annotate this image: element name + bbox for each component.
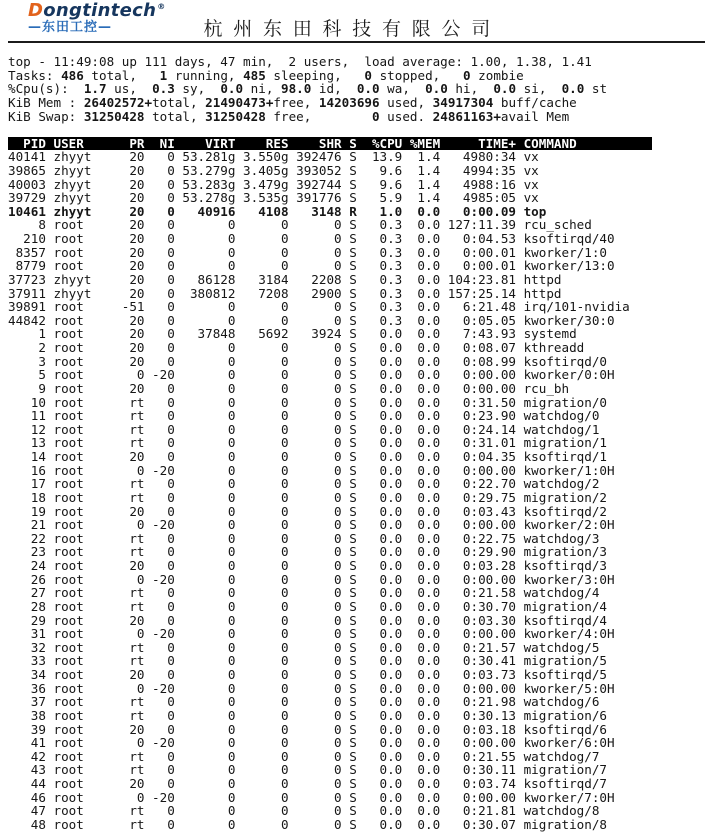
process-row-210: 210 root 20 0 0 0 0 S 0.3 0.0 0:04.53 ksoftirqd/40 — [8, 231, 615, 247]
process-row-12: 12 root rt 0 0 0 0 S 0.0 0.0 0:24.14 watchdog/1 — [8, 421, 600, 437]
process-row-41: 41 root 0 -20 0 0 0 S 0.0 0.0 0:00.00 kworker/6:0H — [8, 735, 615, 751]
process-row-42: 42 root rt 0 0 0 0 S 0.0 0.0 0:21.55 watchdog/7 — [8, 748, 600, 764]
process-row-2: 2 root 20 0 0 0 0 S 0.0 0.0 0:08.07 kthreadd — [8, 340, 585, 356]
process-row-47: 47 root rt 0 0 0 0 S 0.0 0.0 0:21.81 watchdog/8 — [8, 803, 600, 819]
process-row-39865: 39865 zhyyt 20 0 53.279g 3.405g 393052 S 9.6 1.4 4994:35 vx — [8, 162, 539, 178]
mem-line: KiB Mem : 26402572+total, 21490473+free, 14203696 used, 34917304 buff/cache — [8, 94, 577, 110]
process-row-21: 21 root 0 -20 0 0 0 S 0.0 0.0 0:00.00 kworker/2:0H — [8, 517, 615, 533]
process-row-9: 9 root 20 0 0 0 0 S 0.0 0.0 0:00.00 rcu_bh — [8, 380, 570, 396]
brand-chinese-name: —东田工控— — [28, 20, 113, 35]
swap-line: KiB Swap: 31250428 total, 31250428 free, 0 used. 24861163+avail Mem — [8, 108, 570, 124]
process-row-23: 23 root rt 0 0 0 0 S 0.0 0.0 0:29.90 migration/3 — [8, 544, 607, 560]
process-row-40141: 40141 zhyyt 20 0 53.281g 3.550g 392476 S 13.9 1.4 4980:34 vx — [8, 149, 539, 165]
process-row-44842: 44842 root 20 0 0 0 0 S 0.3 0.0 0:05.05 kworker/30:0 — [8, 312, 615, 328]
process-row-8357: 8357 root 20 0 0 0 0 S 0.3 0.0 0:00.01 kworker/1:0 — [8, 244, 607, 260]
process-row-39891: 39891 root -51 0 0 0 0 S 0.3 0.0 6:21.48 irq/101-nvidia — [8, 299, 630, 315]
process-row-3: 3 root 20 0 0 0 0 S 0.0 0.0 0:08.99 ksoftirqd/0 — [8, 353, 607, 369]
cpu-line: %Cpu(s): 1.7 us, 0.3 sy, 0.0 ni, 98.0 id, 0.0 wa, 0.0 hi, 0.0 si, 0.0 st — [8, 81, 608, 97]
process-row-19: 19 root 20 0 0 0 0 S 0.0 0.0 0:03.43 ksoftirqd/2 — [8, 503, 607, 519]
process-row-8: 8 root 20 0 0 0 0 S 0.3 0.0 127:11.39 rcu_sched — [8, 217, 592, 233]
process-row-24: 24 root 20 0 0 0 0 S 0.0 0.0 0:03.28 ksoftirqd/3 — [8, 558, 607, 574]
company-name-title: 杭 州 东 田 科 技 有 限 公 司 — [203, 19, 494, 40]
top-summary — [8, 55, 713, 123]
brand-wordmark — [28, 2, 166, 20]
registered-trademark-icon: ® — [157, 2, 166, 11]
uptime-line: top - 11:49:08 up 111 days, 47 min, 2 users, load average: 1.00, 1.38, 1.41 — [8, 54, 592, 69]
blank-line — [8, 123, 713, 137]
process-row-46: 46 root 0 -20 0 0 0 S 0.0 0.0 0:00.00 kworker/7:0H — [8, 789, 615, 805]
process-row-8779: 8779 root 20 0 0 0 0 S 0.3 0.0 0:00.01 kworker/13:0 — [8, 258, 615, 274]
process-row-17: 17 root rt 0 0 0 0 S 0.0 0.0 0:22.70 watchdog/2 — [8, 476, 600, 492]
process-row-40003: 40003 zhyyt 20 0 53.283g 3.479g 392744 S 9.6 1.4 4988:16 vx — [8, 176, 539, 192]
process-row-27: 27 root rt 0 0 0 0 S 0.0 0.0 0:21.58 watchdog/4 — [8, 585, 600, 601]
process-row-1: 1 root 20 0 37848 5692 3924 S 0.0 0.0 7:43.93 systemd — [8, 326, 577, 342]
process-row-29: 29 root 20 0 0 0 0 S 0.0 0.0 0:03.30 ksoftirqd/4 — [8, 612, 607, 628]
letterhead — [0, 0, 713, 41]
process-row-5: 5 root 0 -20 0 0 0 S 0.0 0.0 0:00.00 kworker/0:0H — [8, 367, 615, 383]
process-row-37723: 37723 zhyyt 20 0 86128 3184 2208 S 0.3 0.0 104:23.81 httpd — [8, 271, 562, 287]
process-row-48: 48 root rt 0 0 0 0 S 0.0 0.0 0:30.07 migration/8 — [8, 816, 607, 832]
process-row-16: 16 root 0 -20 0 0 0 S 0.0 0.0 0:00.00 kworker/1:0H — [8, 462, 615, 478]
process-row-44: 44 root 20 0 0 0 0 S 0.0 0.0 0:03.74 ksoftirqd/7 — [8, 776, 607, 792]
process-table-rows — [8, 150, 713, 831]
process-row-22: 22 root rt 0 0 0 0 S 0.0 0.0 0:22.75 watchdog/3 — [8, 530, 600, 546]
process-row-33: 33 root rt 0 0 0 0 S 0.0 0.0 0:30.41 migration/5 — [8, 653, 607, 669]
process-table-header-text: PID USER PR NI VIRT RES SHR S %CPU %MEM TIME+ COMMAND — [8, 135, 653, 151]
process-row-11: 11 root rt 0 0 0 0 S 0.0 0.0 0:23.90 watchdog/0 — [8, 408, 600, 424]
process-row-43: 43 root rt 0 0 0 0 S 0.0 0.0 0:30.11 migration/7 — [8, 762, 607, 778]
terminal-output — [0, 43, 713, 832]
process-row-34: 34 root 20 0 0 0 0 S 0.0 0.0 0:03.73 ksoftirqd/5 — [8, 667, 607, 683]
process-row-10: 10 root rt 0 0 0 0 S 0.0 0.0 0:31.50 migration/0 — [8, 394, 607, 410]
process-row-13: 13 root rt 0 0 0 0 S 0.0 0.0 0:31.01 migration/1 — [8, 435, 607, 451]
brand-rest: ongtintech — [43, 0, 157, 21]
process-row-37911: 37911 zhyyt 20 0 380812 7208 2900 S 0.3 0.0 157:25.14 httpd — [8, 285, 562, 301]
process-row-36: 36 root 0 -20 0 0 0 S 0.0 0.0 0:00.00 kworker/5:0H — [8, 680, 615, 696]
process-row-18: 18 root rt 0 0 0 0 S 0.0 0.0 0:29.75 migration/2 — [8, 489, 607, 505]
process-row-37: 37 root rt 0 0 0 0 S 0.0 0.0 0:21.98 watchdog/6 — [8, 694, 600, 710]
process-row-39: 39 root 20 0 0 0 0 S 0.0 0.0 0:03.18 ksoftirqd/6 — [8, 721, 607, 737]
process-row-26: 26 root 0 -20 0 0 0 S 0.0 0.0 0:00.00 kworker/3:0H — [8, 571, 615, 587]
process-row-39729: 39729 zhyyt 20 0 53.278g 3.535g 391776 S 5.9 1.4 4985:05 vx — [8, 190, 539, 206]
process-row-14: 14 root 20 0 0 0 0 S 0.0 0.0 0:04.35 ksoftirqd/1 — [8, 449, 607, 465]
company-logo — [28, 2, 166, 34]
process-table-header — [8, 137, 713, 151]
process-row-28: 28 root rt 0 0 0 0 S 0.0 0.0 0:30.70 migration/4 — [8, 598, 607, 614]
process-row-31: 31 root 0 -20 0 0 0 S 0.0 0.0 0:00.00 kworker/4:0H — [8, 626, 615, 642]
tasks-line: Tasks: 486 total, 1 running, 485 sleeping, 0 stopped, 0 zombie — [8, 67, 524, 83]
process-row-10461: 10461 zhyyt 20 0 40916 4108 3148 R 1.0 0.0 0:00.09 top — [8, 203, 547, 219]
process-row-32: 32 root rt 0 0 0 0 S 0.0 0.0 0:21.57 watchdog/5 — [8, 639, 600, 655]
brand-initial: D — [28, 0, 44, 21]
process-row-38: 38 root rt 0 0 0 0 S 0.0 0.0 0:30.13 migration/6 — [8, 707, 607, 723]
